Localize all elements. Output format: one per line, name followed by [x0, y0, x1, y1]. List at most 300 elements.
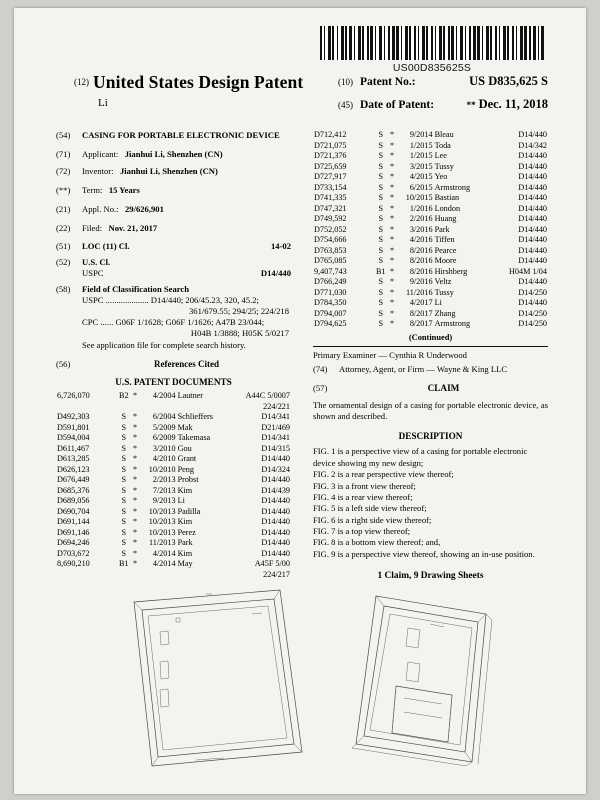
ref-kind-code: S	[378, 203, 384, 213]
ref-kind-code: S	[121, 548, 127, 558]
ref-class: A45F 5/00	[254, 559, 290, 569]
field-21-num: (21)	[56, 204, 71, 214]
ref-name: Park	[177, 538, 193, 548]
field-56	[56, 359, 291, 371]
ref-name: Toda	[434, 140, 451, 150]
field-22-num: (22)	[56, 223, 71, 233]
ref-kind-code: S	[121, 527, 127, 537]
ref-star: *	[133, 433, 138, 443]
table-row	[313, 204, 548, 215]
ref-class: D14/440	[518, 224, 547, 234]
ref-date: 4/2010	[152, 454, 176, 464]
ref-name: Grant	[177, 454, 197, 464]
ref-class: D14/440	[261, 548, 290, 558]
field-21-body	[82, 204, 291, 215]
ref-kind-code: S	[378, 319, 384, 328]
ref-class: D14/440	[261, 454, 290, 464]
ref-name: Armstrong	[434, 182, 471, 192]
ref-patent-number: D747,321	[314, 203, 347, 213]
table-row	[56, 496, 291, 507]
field-58-body	[82, 284, 291, 351]
rule-after-refs	[313, 346, 548, 347]
field-71-label: Applicant:	[82, 149, 119, 159]
field-term-body	[82, 185, 291, 196]
ref-star: *	[133, 496, 138, 506]
ref-name: Li	[177, 496, 185, 506]
ref-name: Huang	[434, 214, 457, 223]
ref-star: *	[133, 464, 138, 474]
field-71-body	[82, 149, 291, 160]
ref-kind-code: S	[378, 256, 384, 265]
field-57-num: (57)	[313, 383, 328, 394]
ref-date: 8/2016	[409, 245, 433, 255]
ref-class: D14/440	[518, 151, 547, 160]
ref-star: *	[133, 485, 138, 495]
field-58-note: See application file for complete search history.	[82, 340, 246, 350]
field-71	[56, 149, 291, 160]
ref-date: 4/2016	[409, 235, 433, 244]
ref-name: Armstrong	[434, 319, 471, 328]
ref-kind-code: S	[378, 151, 384, 160]
figure-left	[134, 590, 302, 766]
table-row	[313, 246, 548, 257]
field-term-label: Term:	[82, 185, 103, 195]
ref-star: *	[390, 245, 395, 255]
sheets-line: 1 Claim, 9 Drawing Sheets	[377, 570, 484, 581]
claim-text: The ornamental design of a casing for portable electronic device, as shown and described.	[313, 400, 548, 422]
header-left	[74, 72, 303, 109]
ref-kind-code: S	[378, 277, 384, 286]
ref-date: 4/2014	[152, 548, 176, 558]
field-71-value: Jianhui Li, Shenzhen (CN)	[124, 149, 223, 159]
table-row	[313, 141, 548, 152]
ref-patent-number: 8,690,210	[57, 559, 90, 569]
ref-star: *	[390, 319, 395, 328]
description-line: FIG. 1 is a perspective view of a casing for portable electronic device showing my new design;	[313, 446, 528, 468]
ref-kind-code: S	[121, 506, 127, 516]
ref-kind-code: S	[378, 308, 384, 318]
ref-kind-code: S	[378, 214, 384, 223]
table-row	[56, 538, 291, 549]
primary-examiner: Primary Examiner — Cynthia R Underwood	[313, 350, 467, 361]
field-54-title: CASING FOR PORTABLE ELECTRONIC DEVICE	[82, 130, 280, 140]
description-line: FIG. 6 is a right side view thereof;	[313, 514, 432, 525]
field-51	[56, 241, 291, 252]
field-52-label: U.S. Cl.	[82, 257, 111, 267]
page-content	[56, 26, 548, 778]
ref-kind-code: S	[121, 475, 127, 485]
ref-name: Hirshberg	[434, 266, 468, 276]
ref-patent-number: D725,659	[314, 161, 347, 171]
field-58-cpc-label: CPC ......	[82, 317, 114, 327]
ref-date: 5/2009	[152, 422, 176, 432]
ref-kind-code: S	[378, 287, 384, 297]
ref-date: 1/2016	[409, 203, 433, 213]
description-line: FIG. 8 is a bottom view thereof; and,	[313, 537, 441, 548]
ref-date: 8/2017	[409, 319, 433, 328]
field-22-body	[82, 223, 291, 234]
ref-name: Tussy	[434, 161, 454, 171]
field-54-num: (54)	[56, 130, 71, 140]
ref-date: 9/2013	[152, 496, 176, 506]
ref-kind-code: S	[378, 182, 384, 192]
ref-patent-number: 6,726,070	[57, 391, 90, 401]
table-row	[56, 423, 291, 434]
description-line: FIG. 9 is a perspective view thereof, showing an in-use position.	[313, 548, 535, 559]
ref-patent-number: D694,246	[57, 538, 90, 548]
ref-class: D14/440	[518, 256, 547, 265]
ref-star: *	[133, 538, 138, 548]
ref-class: D21/469	[261, 422, 290, 432]
ref-date: 4/2015	[409, 172, 433, 181]
field-74-num: (74)	[313, 364, 328, 375]
description-line: FIG. 5 is a left side view thereof;	[313, 503, 427, 514]
ref-class: D14/315	[261, 443, 290, 453]
field-72-value: Jianhui Li, Shenzhen (CN)	[119, 166, 218, 176]
field-58-num: (58)	[56, 284, 71, 294]
ref-kind-code: S	[121, 454, 127, 464]
date-stars: **	[466, 100, 476, 110]
ref-class: D14/440	[518, 203, 547, 213]
field-22-label: Filed:	[82, 223, 103, 233]
ref-patent-number: D691,144	[57, 517, 90, 527]
ref-star: *	[390, 224, 395, 234]
field-58-uspc-dots: ....................	[105, 295, 149, 305]
ref-class: 224/217	[263, 569, 290, 579]
ref-class: D14/324	[261, 464, 290, 474]
ref-kind-code: B1	[376, 266, 386, 276]
field-51-num: (51)	[56, 241, 71, 251]
ref-date: 9/2014	[409, 130, 433, 139]
ref-patent-number: D626,123	[57, 464, 90, 474]
ref-kind-code: S	[378, 245, 384, 255]
ref-patent-number: D771,030	[314, 287, 347, 297]
drawing-svg	[56, 566, 548, 778]
ref-name: Lee	[434, 151, 447, 160]
ref-class: D14/440	[518, 277, 547, 286]
header-right	[338, 74, 548, 117]
table-row	[56, 486, 291, 497]
ref-star: *	[133, 391, 138, 401]
ref-star: *	[390, 172, 395, 181]
references-table-right	[313, 130, 548, 330]
ref-class: D14/440	[518, 193, 547, 202]
field-22-value: Nov. 21, 2017	[108, 223, 158, 233]
ref-date: 9/2016	[409, 277, 433, 286]
table-row	[56, 507, 291, 518]
ref-name: Probst	[177, 475, 199, 485]
ref-kind-code: S	[121, 433, 127, 443]
field-52-value: D14/440	[260, 268, 291, 278]
field-58-uspc-value2: 361/679.55; 294/25; 224/218	[188, 306, 289, 316]
table-row	[56, 454, 291, 465]
ref-patent-number: D766,249	[314, 277, 347, 286]
ref-patent-number: D690,704	[57, 506, 90, 516]
field-57	[313, 383, 548, 395]
ref-class: D14/341	[261, 433, 290, 443]
ref-patent-number: D752,052	[314, 224, 347, 234]
ref-star	[130, 402, 141, 413]
ref-patent-number: D721,376	[314, 151, 347, 160]
table-row	[313, 267, 548, 278]
ref-kind-code: S	[121, 443, 127, 453]
ref-name: Veltz	[434, 277, 452, 286]
left-column	[56, 130, 291, 580]
barcode-image	[320, 26, 544, 60]
patent-number-row	[338, 74, 548, 89]
ref-star: *	[390, 266, 395, 276]
ref-date: 8/2016	[409, 266, 433, 276]
ref-class: D14/440	[518, 214, 547, 223]
table-row	[313, 288, 548, 299]
description-line: FIG. 2 is a rear perspective view thereof;	[313, 469, 454, 480]
ref-patent-number: D703,672	[57, 548, 90, 558]
inventor-short: Li	[98, 97, 108, 109]
ref-name: Moore	[434, 256, 457, 265]
ref-star: *	[390, 161, 395, 171]
ref-class: D14/250	[518, 287, 547, 297]
field-74	[313, 364, 548, 375]
table-row	[313, 235, 548, 246]
ref-patent-number: D721,075	[314, 140, 347, 150]
ref-kind-code: S	[121, 538, 127, 548]
ref-kind-code: S	[378, 235, 384, 244]
ref-date: 6/2004	[152, 412, 176, 422]
ref-patent-number: D727,917	[314, 172, 347, 181]
ref-class: D14/440	[518, 182, 547, 192]
patent-no-label: Patent No.:	[360, 76, 416, 88]
ref-patent-number: D749,592	[314, 214, 347, 223]
ref-class: A44C 5/0007	[245, 391, 290, 401]
field-58-cpc-value2: H04B 1/3888; H05K 5/0217	[190, 328, 289, 338]
field-54	[56, 130, 291, 141]
ref-name: Kim	[177, 517, 193, 527]
date-label: Date of Patent:	[360, 99, 435, 111]
ref-date: 6/2015	[409, 182, 433, 192]
ref-star: *	[390, 182, 395, 192]
ref-kind-code: S	[378, 298, 384, 307]
ref-patent-number: D794,625	[314, 319, 347, 328]
ref-kind-code: S	[121, 517, 127, 527]
field-58-cpc-value: G06F 1/1628; G06F 1/1626; A47B 23/044;	[115, 317, 265, 327]
ref-kind-code: S	[378, 161, 384, 171]
ref-date: 2/2016	[409, 214, 433, 223]
table-row	[56, 444, 291, 455]
ref-kind-code	[118, 402, 130, 413]
ref-date: 3/2010	[152, 443, 176, 453]
ref-date: 10/2015	[405, 193, 433, 202]
ref-kind-code: S	[378, 140, 384, 150]
ref-star: *	[390, 235, 395, 244]
field-58-uspc-value: D14/440; 206/45.23, 320, 45.2;	[150, 295, 259, 305]
ref-class: D14/440	[518, 245, 547, 255]
date-value	[467, 97, 548, 112]
drawing-figures	[56, 566, 548, 778]
ref-star: *	[390, 287, 395, 297]
patent-page	[14, 8, 586, 794]
ref-kind-code: S	[121, 485, 127, 495]
table-row	[313, 183, 548, 194]
ref-class: D14/440	[261, 475, 290, 485]
ref-name: Takemasa	[177, 433, 211, 443]
date-text: Dec. 11, 2018	[478, 97, 548, 111]
ref-star: *	[390, 256, 395, 265]
ref-date: 11/2016	[406, 287, 433, 297]
table-row	[56, 475, 291, 486]
continued-label: (Continued)	[408, 332, 453, 342]
ref-name: Kim	[177, 485, 193, 495]
ref-kind-code: B2	[119, 391, 129, 401]
ref-class: D14/342	[518, 140, 547, 150]
ref-date: 10/2013	[148, 506, 176, 516]
ref-star: *	[390, 140, 395, 150]
ref-star: *	[390, 193, 395, 202]
field-51-value: 14-02	[270, 241, 291, 251]
ref-name: Schlieffers	[177, 412, 213, 422]
ref-name: London	[434, 203, 461, 213]
field-21	[56, 204, 291, 215]
ref-date: 11/2013	[149, 538, 176, 548]
ref-date: 2/2013	[152, 475, 176, 485]
field-52-num: (52)	[56, 257, 71, 267]
table-row	[313, 130, 548, 141]
ref-name: Padilla	[177, 506, 201, 516]
ref-patent-number	[56, 402, 118, 413]
description-line: FIG. 7 is a top view thereof;	[313, 525, 411, 536]
ref-date: 8/2016	[409, 256, 433, 265]
ref-name: Gou	[177, 443, 192, 453]
ref-class: 224/221	[263, 401, 290, 411]
ref-date: 1/2015	[409, 140, 433, 150]
ref-name: Peng	[177, 464, 194, 474]
ref-class: D14/341	[261, 412, 290, 422]
ref-date: 6/2009	[152, 433, 176, 443]
ref-class: D14/440	[518, 130, 547, 139]
ref-star: *	[133, 517, 138, 527]
field-72-label: Inventor:	[82, 166, 114, 176]
field-22	[56, 223, 291, 234]
ref-class: D14/440	[261, 517, 290, 527]
ref-patent-number: D594,004	[57, 433, 90, 443]
ref-date: 7/2013	[152, 485, 176, 495]
ref-name: Bastian	[434, 193, 460, 202]
ref-star: *	[133, 454, 138, 464]
field-term-num: (**)	[56, 185, 71, 195]
ref-kind-code: B1	[119, 559, 129, 569]
ref-kind-code: S	[121, 412, 127, 422]
ref-date: 10/2013	[148, 517, 176, 527]
ref-patent-number: D794,007	[314, 308, 347, 318]
ref-class: D14/440	[518, 172, 547, 181]
ref-class: H04M 1/04	[509, 266, 547, 276]
ref-name: Perez	[177, 527, 196, 537]
ref-date: 4/2004	[152, 391, 176, 401]
ref-star: *	[390, 308, 395, 318]
table-row	[313, 309, 548, 320]
ref-star: *	[390, 203, 395, 213]
description-list	[313, 446, 548, 559]
ref-star: *	[133, 422, 138, 432]
ref-date: 3/2016	[409, 224, 433, 234]
field-51-label: LOC (11) Cl.	[82, 241, 130, 251]
field-52-body	[82, 257, 291, 279]
ref-class: D14/440	[518, 161, 547, 171]
ref-star: *	[390, 151, 395, 160]
field-58-uspc-label: USPC	[82, 295, 104, 305]
ref-kind-code: S	[378, 172, 384, 181]
ref-star: *	[390, 214, 395, 223]
ref-kind-code: S	[121, 464, 127, 474]
field-52-line	[82, 268, 291, 279]
table-row	[313, 151, 548, 162]
ref-class: D14/250	[518, 308, 547, 318]
ref-date: 4/2014	[152, 559, 176, 569]
field-56-num: (56)	[56, 359, 71, 369]
field-58-uspc	[82, 295, 291, 306]
ref-kind-code: S	[121, 422, 127, 432]
ref-name: Kim	[177, 548, 193, 558]
table-row	[313, 319, 548, 330]
table-row	[313, 225, 548, 236]
ref-star: *	[133, 506, 138, 516]
field-58-cpc	[82, 317, 291, 328]
field-58-label: Field of Classification Search	[82, 284, 190, 294]
field-72	[56, 166, 291, 177]
ref-class: D14/250	[518, 319, 547, 328]
table-row	[56, 402, 291, 413]
table-row	[56, 517, 291, 528]
field-72-num: (72)	[56, 166, 71, 176]
ref-date: 10/2010	[148, 464, 176, 474]
table-row	[56, 465, 291, 476]
ref-date: 1/2015	[409, 151, 433, 160]
field-72-body	[82, 166, 291, 177]
ref-kind-code: S	[378, 224, 384, 234]
ref-star: *	[133, 443, 138, 453]
ref-name: Lautner	[177, 391, 204, 401]
table-row	[313, 162, 548, 173]
right-column	[313, 130, 548, 582]
ref-class: D14/440	[261, 538, 290, 548]
ref-kind-code: S	[121, 496, 127, 506]
description-line: FIG. 4 is a rear view thereof;	[313, 491, 413, 502]
patent-no-value: US D835,625 S	[469, 74, 548, 88]
ref-name: May	[177, 559, 193, 569]
ref-patent-number: D676,449	[57, 475, 90, 485]
table-row	[56, 391, 291, 402]
figure-right	[352, 596, 492, 766]
ref-name: Yeo	[434, 172, 448, 181]
ref-patent-number: D691,146	[57, 527, 90, 537]
table-row	[56, 528, 291, 539]
page-title: United States Design Patent	[93, 72, 304, 92]
field-56-title: References Cited	[153, 359, 220, 369]
date-row	[338, 97, 548, 112]
field-52-sub: USPC	[82, 268, 104, 278]
table-row	[313, 277, 548, 288]
ref-kind-code: S	[378, 193, 384, 202]
table-row	[313, 172, 548, 183]
ref-date: 8/2017	[409, 308, 433, 318]
ref-class: D14/439	[261, 485, 290, 495]
ref-patent-number: D754,666	[314, 235, 347, 244]
ref-patent-number: D613,285	[57, 454, 90, 464]
ref-date	[141, 402, 177, 413]
field-51-body	[82, 241, 291, 252]
ref-patent-number: D741,335	[314, 193, 347, 202]
ref-patent-number: D763,853	[314, 245, 347, 255]
field-58	[56, 284, 291, 351]
